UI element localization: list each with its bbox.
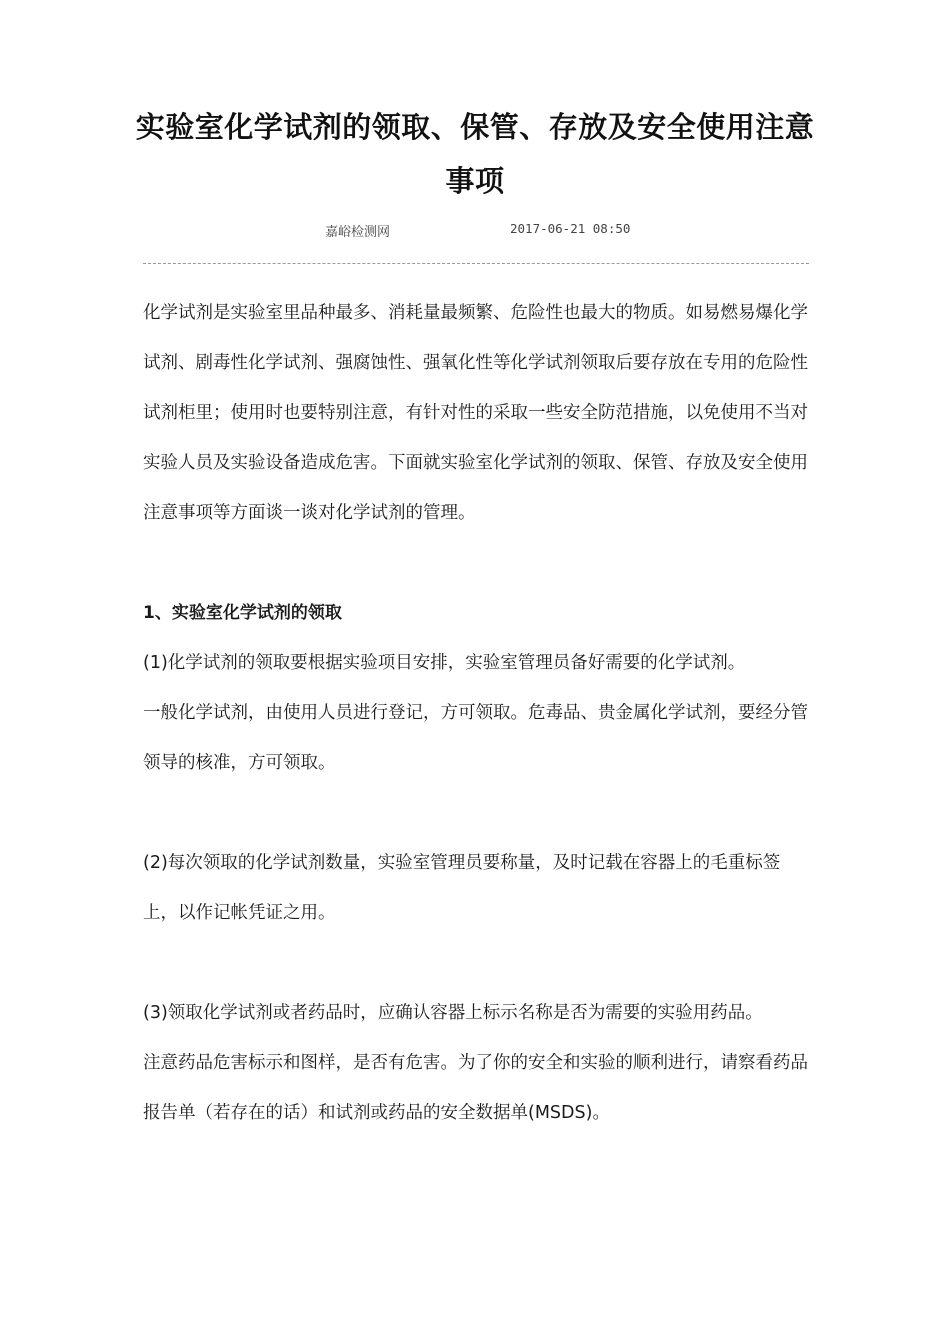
spacer [143, 938, 809, 988]
divider [143, 263, 809, 264]
item-3-line-1: (3)领取化学试剂或者药品时，应确认容器上标示名称是否为需要的实验用药品。 [143, 1003, 763, 1023]
article-source: 嘉峪检测网 [325, 225, 391, 240]
article-title-line-1: 实验室化学试剂的领取、保管、存放及安全使用注意 [135, 110, 815, 144]
article-date: 2017-06-21 08:50 [510, 221, 631, 236]
item-1-line-2: 一般化学试剂，由使用人员进行登记，方可领取。危毒品、贵金属化学试剂，要经分管领导的核准，方可领取。 [143, 703, 808, 773]
spacer [143, 788, 809, 838]
article-title-line-2: 事项 [445, 164, 505, 198]
item-3-line-2: 注意药品危害标示和图样，是否有危害。为了你的安全和实验的顺利进行，请察看药品报告单（若存在的话）和试剂或药品的安全数据单(MSDS)。 [143, 1053, 808, 1123]
intro-paragraph: 化学试剂是实验室里品种最多、消耗量最频繁、危险性也最大的物质。如易燃易爆化学试剂、剧毒性化学试剂、强腐蚀性、强氧化性等化学试剂领取后要存放在专用的危险性试剂柜里；使用时也要特别注意，有针对性的采取一些安全防范措施，以免使用不当对实验人员及实验设备造成危害。下面就实验室化学试剂的领取、保管、存放及安全使用注意事项等方面谈一谈对化学试剂的管理。 [143, 303, 808, 523]
item-2-paragraph: (2)每次领取的化学试剂数量，实验室管理员要称量，及时记载在容器上的毛重标签上，以作记帐凭证之用。 [143, 853, 781, 923]
article-title [120, 100, 830, 208]
article-body [143, 288, 809, 1138]
section-heading: 1、实验室化学试剂的领取 [143, 603, 342, 623]
article-meta [0, 221, 950, 241]
spacer [143, 538, 809, 588]
item-1-line-1: (1)化学试剂的领取要根据实验项目安排，实验室管理员备好需要的化学试剂。 [143, 653, 746, 673]
